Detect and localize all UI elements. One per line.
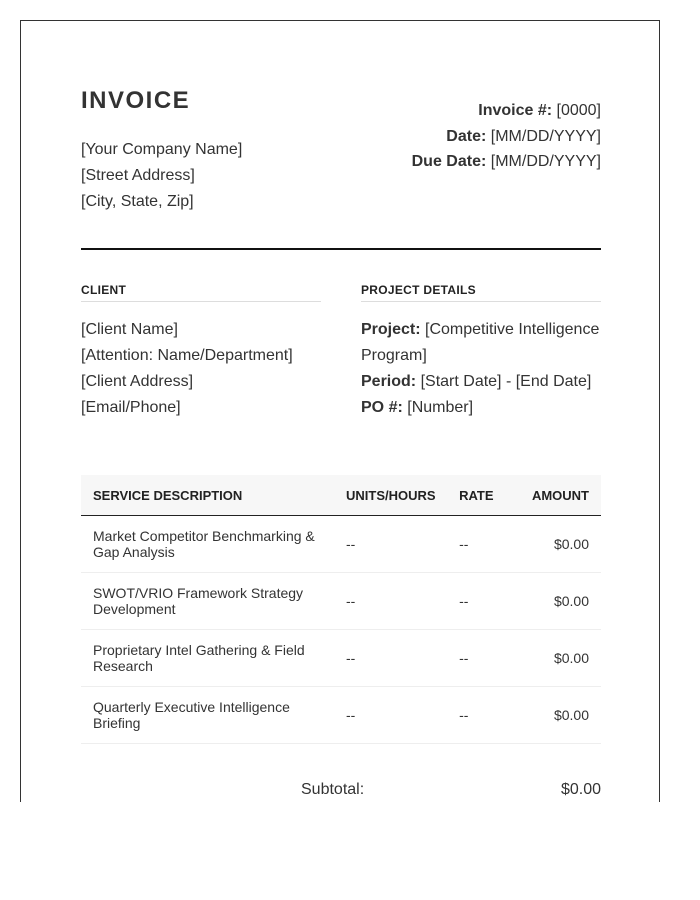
company-city: [City, State, Zip] <box>81 193 194 210</box>
company-street: [Street Address] <box>81 167 195 184</box>
row-units: -- <box>334 516 447 573</box>
client-name: [Client Name] <box>81 321 178 338</box>
row-amount: $0.00 <box>508 516 601 573</box>
invoice-number-line <box>412 98 601 124</box>
table-row <box>81 573 601 630</box>
po-line <box>361 395 611 421</box>
table-row <box>81 516 601 573</box>
subtotal-value: $0.00 <box>560 781 601 798</box>
row-description: Market Competitor Benchmarking & Gap Analysis <box>81 516 334 573</box>
col-header-description: SERVICE DESCRIPTION <box>81 475 334 516</box>
invoice-number-label: Invoice #: <box>478 102 553 119</box>
row-rate: -- <box>447 687 508 744</box>
period-value: [Start Date] - [End Date] <box>420 373 592 390</box>
company-block <box>81 137 242 215</box>
due-date-line <box>412 149 601 175</box>
client-heading: CLIENT <box>81 283 321 302</box>
row-description: SWOT/VRIO Framework Strategy Development <box>81 573 334 630</box>
invoice-date-value: [MM/DD/YYYY] <box>490 127 601 145</box>
period-line <box>361 369 611 395</box>
row-amount: $0.00 <box>508 687 601 744</box>
invoice-date-line <box>412 124 601 150</box>
invoice-meta <box>412 98 601 175</box>
row-rate: -- <box>447 630 508 687</box>
client-block <box>81 317 341 421</box>
due-date-label: Due Date: <box>411 153 487 170</box>
row-units: -- <box>334 630 447 687</box>
project-value: [Competitive Intelligence Program] <box>361 321 600 364</box>
row-units: -- <box>334 573 447 630</box>
company-name: [Your Company Name] <box>81 141 243 158</box>
po-value: [Number] <box>407 399 474 416</box>
invoice-sheet <box>20 20 660 802</box>
table-row <box>81 630 601 687</box>
col-header-units: UNITS/HOURS <box>334 475 447 516</box>
header-divider <box>81 248 601 250</box>
row-amount: $0.00 <box>508 630 601 687</box>
due-date-value: [MM/DD/YYYY] <box>490 153 601 170</box>
table-row <box>81 687 601 744</box>
project-block <box>361 317 611 421</box>
col-header-amount: AMOUNT <box>508 475 601 516</box>
project-heading: PROJECT DETAILS <box>361 283 601 302</box>
table-header-row <box>81 475 601 516</box>
row-amount: $0.00 <box>508 573 601 630</box>
invoice-title: INVOICE <box>81 87 191 114</box>
invoice-number-value: [0000] <box>556 102 601 119</box>
services-table <box>81 475 601 744</box>
row-description: Quarterly Executive Intelligence Briefing <box>81 687 334 744</box>
client-attention: [Attention: Name/Department] <box>81 347 293 364</box>
row-rate: -- <box>447 516 508 573</box>
project-line <box>361 317 611 369</box>
row-units: -- <box>334 687 447 744</box>
project-label: Project: <box>361 321 421 338</box>
row-rate: -- <box>447 573 508 630</box>
subtotal-label: Subtotal: <box>301 781 365 798</box>
invoice-date-label: Date: <box>446 127 487 145</box>
row-description: Proprietary Intel Gathering & Field Research <box>81 630 334 687</box>
po-label: PO #: <box>361 399 403 416</box>
client-address: [Client Address] <box>81 373 194 390</box>
period-label: Period: <box>361 373 417 390</box>
col-header-rate: RATE <box>447 475 508 516</box>
client-contact: [Email/Phone] <box>81 399 181 416</box>
